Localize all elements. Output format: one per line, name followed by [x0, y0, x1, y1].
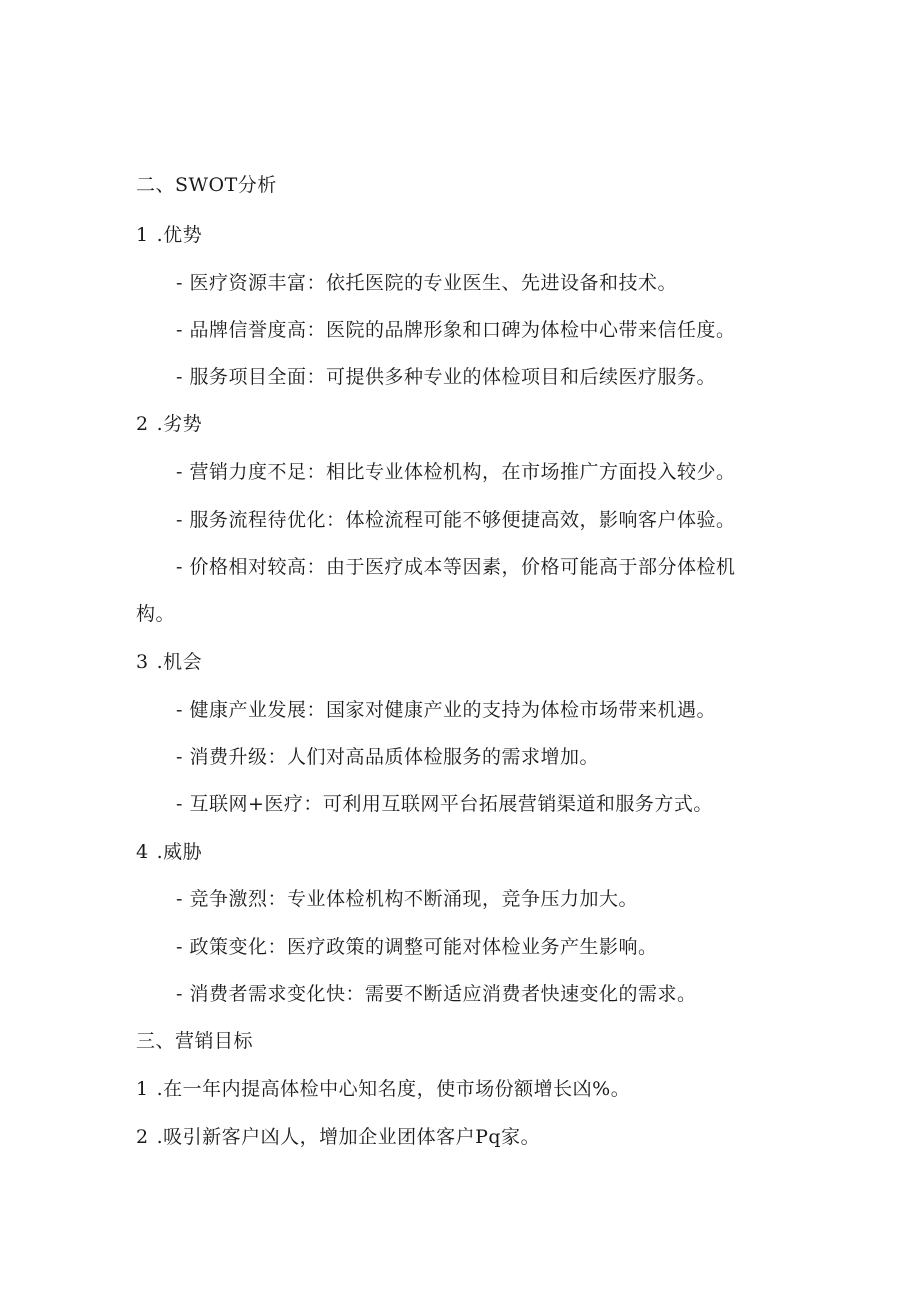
section-title: .优势 — [156, 224, 203, 246]
section-number: 3 — [136, 651, 149, 673]
list-item: - 医疗资源丰富：依托医院的专业医生、先进设备和技术。 — [176, 272, 677, 294]
section-number: 4 — [136, 841, 149, 863]
section-heading-opportunities — [136, 649, 202, 675]
heading-marketing-goals: 三、营销目标 — [136, 1030, 254, 1052]
list-item: - 品牌信誉度高：医院的品牌形象和口碑为体检中心带来信任度。 — [176, 319, 736, 341]
section-number: 1 — [136, 224, 149, 246]
section-heading-threats — [136, 839, 202, 865]
list-item: - 服务流程待优化：体检流程可能不够便捷高效，影响客户体验。 — [176, 509, 736, 531]
list-item: - 价格相对较高：由于医疗成本等因素，价格可能高于部分体检机 — [176, 556, 736, 578]
goal-item — [136, 1124, 540, 1150]
section-heading-weaknesses — [136, 411, 202, 437]
list-item-continuation: 构。 — [136, 603, 176, 625]
list-item: - 健康产业发展：国家对健康产业的支持为体检市场带来机遇。 — [176, 699, 716, 721]
list-item: - 消费升级：人们对高品质体检服务的需求增加。 — [176, 746, 599, 768]
list-item: - 消费者需求变化快：需要不断适应消费者快速变化的需求。 — [176, 983, 697, 1005]
goal-text: .在一年内提高体检中心知名度，使市场份额增长凶%。 — [156, 1078, 631, 1100]
section-title: .机会 — [156, 651, 203, 673]
list-item: - 互联网+医疗：可利用互联网平台拓展营销渠道和服务方式。 — [176, 793, 713, 815]
list-item: - 营销力度不足：相比专业体检机构，在市场推广方面投入较少。 — [176, 461, 736, 483]
heading-swot-analysis: 二、SWOT分析 — [136, 174, 277, 196]
section-title: .劣势 — [156, 413, 203, 435]
goal-text: .吸引新客户凶人，增加企业团体客户Pq家。 — [156, 1126, 541, 1148]
goal-number: 2 — [136, 1126, 149, 1148]
goal-item — [136, 1076, 630, 1102]
section-number: 2 — [136, 413, 149, 435]
section-heading-strengths — [136, 222, 202, 248]
list-item: - 政策变化：医疗政策的调整可能对体检业务产生影响。 — [176, 936, 658, 958]
section-title: .威胁 — [156, 841, 203, 863]
list-item: - 服务项目全面：可提供多种专业的体检项目和后续医疗服务。 — [176, 366, 716, 388]
list-item: - 竞争激烈：专业体检机构不断涌现，竞争压力加大。 — [176, 888, 638, 910]
goal-number: 1 — [136, 1078, 149, 1100]
